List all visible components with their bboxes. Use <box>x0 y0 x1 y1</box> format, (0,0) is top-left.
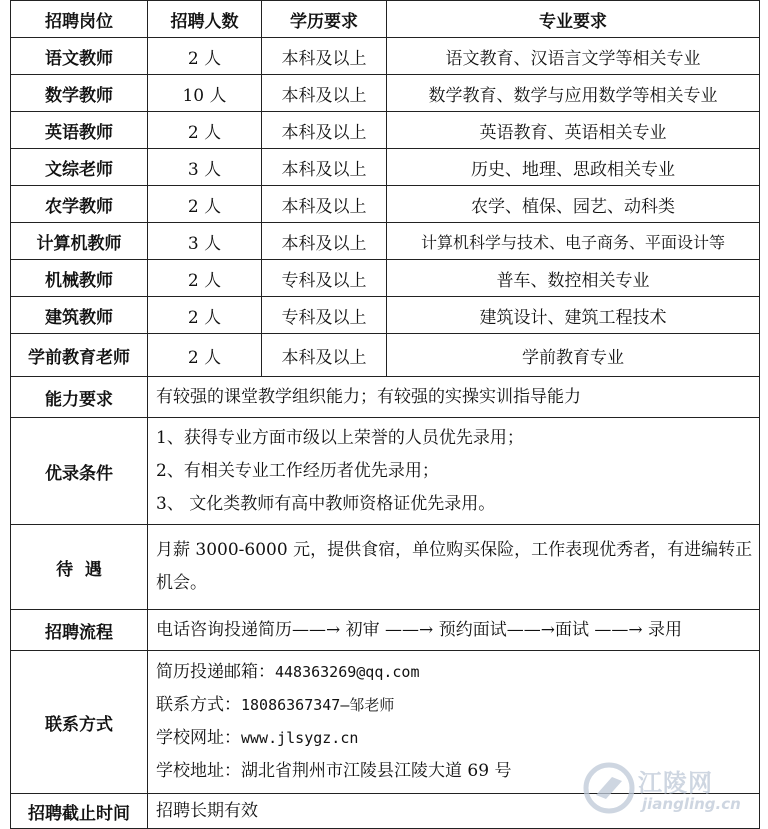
recruitment-table <box>10 0 760 829</box>
contact-phone-label: 联系方式： <box>156 695 241 715</box>
table-row <box>11 186 760 223</box>
table-row <box>11 260 760 297</box>
header-count: 招聘人数 <box>148 1 262 38</box>
contact-phone: 18086367347—邹老师 <box>241 696 395 714</box>
position-major: 数学教育、数学与应用数学等相关专业 <box>387 75 760 112</box>
position-title: 建筑教师 <box>11 297 148 334</box>
position-major: 普车、数控相关专业 <box>387 260 760 297</box>
position-education: 本科及以上 <box>262 334 387 377</box>
table-row <box>11 75 760 112</box>
position-major: 建筑设计、建筑工程技术 <box>387 297 760 334</box>
position-major: 语文教育、汉语言文学等相关专业 <box>387 38 760 75</box>
position-major: 历史、地理、思政相关专业 <box>387 149 760 186</box>
priority-item: 3、 文化类教师有高中教师资格证优先录用。 <box>156 493 496 514</box>
process-row <box>11 610 760 651</box>
contact-label: 联系方式 <box>11 651 148 794</box>
position-title: 数学教师 <box>11 75 148 112</box>
position-education: 本科及以上 <box>262 75 387 112</box>
table-row <box>11 334 760 377</box>
position-education: 本科及以上 <box>262 112 387 149</box>
priority-item: 1、获得专业方面市级以上荣誉的人员优先录用； <box>156 427 524 448</box>
contact-email-label: 简历投递邮箱： <box>156 662 275 682</box>
position-major: 计算机科学与技术、电子商务、平面设计等 <box>387 223 760 260</box>
table-row <box>11 149 760 186</box>
contact-address: 学校地址：湖北省荆州市江陵县江陵大道 69 号 <box>156 761 512 781</box>
position-count: 2 人 <box>148 260 262 297</box>
watermark <box>578 759 758 819</box>
deadline-label: 招聘截止时间 <box>11 794 148 829</box>
header-position: 招聘岗位 <box>11 1 148 38</box>
position-major: 学前教育专业 <box>387 334 760 377</box>
priority-label: 优录条件 <box>11 418 148 525</box>
position-education: 本科及以上 <box>262 223 387 260</box>
position-count: 3 人 <box>148 223 262 260</box>
ability-row <box>11 377 760 418</box>
header-education: 学历要求 <box>262 1 387 38</box>
table-header-row <box>11 1 760 38</box>
jiangling-logo-icon <box>582 761 636 815</box>
position-title: 语文教师 <box>11 38 148 75</box>
position-count: 2 人 <box>148 186 262 223</box>
priority-item: 2、有相关专业工作经历者优先录用； <box>156 460 439 481</box>
contact-site-label: 学校网址： <box>156 728 241 748</box>
ability-text: 有较强的课堂教学组织能力；有较强的实操实训指导能力 <box>148 377 760 418</box>
table-row <box>11 297 760 334</box>
position-title: 农学教师 <box>11 186 148 223</box>
position-title: 文综老师 <box>11 149 148 186</box>
position-count: 2 人 <box>148 38 262 75</box>
position-count: 2 人 <box>148 112 262 149</box>
table-row <box>11 38 760 75</box>
position-education: 专科及以上 <box>262 297 387 334</box>
contact-email: 448363269@qq.com <box>275 663 420 681</box>
position-title: 学前教育老师 <box>11 334 148 377</box>
benefits-text: 月薪 3000-6000 元，提供食宿，单位购买保险，工作表现优秀者，有进编转正机会。 <box>148 525 760 610</box>
contact-site: www.jlsygz.cn <box>241 729 359 747</box>
position-education: 专科及以上 <box>262 260 387 297</box>
position-major: 英语教育、英语相关专业 <box>387 112 760 149</box>
process-label: 招聘流程 <box>11 610 148 651</box>
position-education: 本科及以上 <box>262 186 387 223</box>
watermark-domain: jiangling.cn <box>642 795 741 813</box>
position-count: 3 人 <box>148 149 262 186</box>
position-count: 2 人 <box>148 334 262 377</box>
ability-label: 能力要求 <box>11 377 148 418</box>
contact-site-line <box>156 722 753 755</box>
benefits-label: 待 遇 <box>11 525 148 610</box>
position-major: 农学、植保、园艺、动科类 <box>387 186 760 223</box>
benefits-row <box>11 525 760 610</box>
watermark-name: 江陵网 <box>638 769 713 797</box>
table-row <box>11 223 760 260</box>
position-title: 英语教师 <box>11 112 148 149</box>
header-major: 专业要求 <box>387 1 760 38</box>
position-education: 本科及以上 <box>262 38 387 75</box>
priority-row <box>11 418 760 525</box>
contact-email-line <box>156 656 753 689</box>
position-title: 机械教师 <box>11 260 148 297</box>
process-text: 电话咨询投递简历——→ 初审 ——→ 预约面试——→面试 ——→ 录用 <box>148 610 760 651</box>
priority-list <box>148 418 760 525</box>
deadline-text: 招聘长期有效 <box>148 794 760 829</box>
position-title: 计算机教师 <box>11 223 148 260</box>
table-row <box>11 112 760 149</box>
position-count: 2 人 <box>148 297 262 334</box>
position-education: 本科及以上 <box>262 149 387 186</box>
position-count: 10 人 <box>148 75 262 112</box>
contact-phone-line <box>156 689 753 722</box>
